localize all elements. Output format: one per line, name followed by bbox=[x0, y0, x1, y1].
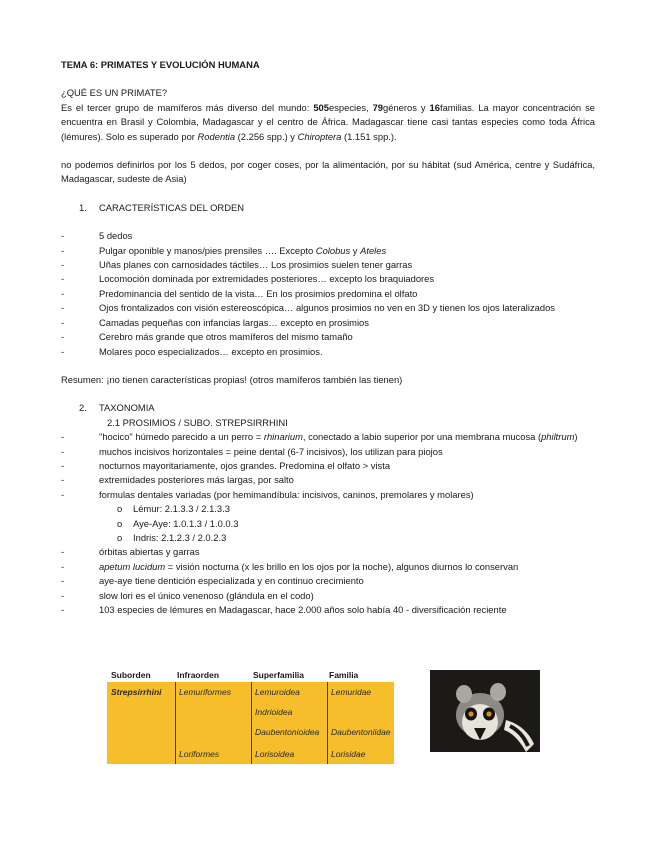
intro-paragraph: Es el tercer grupo de mamíferos más diverso del mundo: 505especies, 79géneros y 16familias. La mayor concentración se encuentra en Brasil y Colombia, Madagascar y el centro de África. Madagascar tiene casi tantas especies como toda África (lémures). Solo es superado por Rodentia (2.256 spp.) y Chiroptera (1.151 spp.). bbox=[61, 101, 596, 142]
taxonomy-table bbox=[107, 668, 394, 764]
lemur-photo bbox=[430, 670, 540, 752]
table-cell: Indrioidea bbox=[255, 707, 293, 717]
table-divider bbox=[327, 682, 328, 764]
table-cell: Strepsirrhini bbox=[111, 687, 162, 697]
list-item: - Camadas pequeñas con infancias largas… excepto en prosimios bbox=[61, 316, 369, 328]
list-item: - extremidades posteriores más largas, por salto bbox=[61, 474, 294, 486]
list-item: - Ojos frontalizados con visión estereoscópica… algunos prosimios no ven en 3D y tienen los ojos lateralizados bbox=[61, 302, 555, 314]
table-header-cell: Suborden bbox=[111, 670, 151, 680]
list-item: - 5 dedos bbox=[61, 230, 133, 242]
document-page bbox=[61, 58, 595, 617]
section-2-1-subheading: 2.1 PROSIMIOS / SUBO. STREPSIRRHINI bbox=[107, 416, 288, 428]
list-item: - Pulgar oponible y manos/pies prensiles …. Excepto Colobus y Ateles bbox=[61, 244, 387, 256]
list-item: - Cerebro más grande que otros mamíferos del mismo tamaño bbox=[61, 331, 353, 343]
list-item: - 103 especies de lémures en Madagascar, hace 2.000 años solo había 40 - diversificación reciente bbox=[61, 604, 507, 615]
list-item: - órbitas abiertas y garras bbox=[61, 546, 200, 558]
table-divider bbox=[175, 682, 176, 764]
lemur-illustration bbox=[430, 670, 540, 752]
table-cell: Daubentoniidae bbox=[331, 727, 391, 737]
table-cell: Loriformes bbox=[179, 749, 220, 759]
sub-list-item: o Lémur: 2.1.3.3 / 2.1.3.3 bbox=[117, 503, 230, 515]
table-header-cell: Superfamilia bbox=[253, 670, 305, 680]
table-header-cell: Familia bbox=[329, 670, 359, 680]
list-item: - muchos incisivos horizontales = peine dental (6-7 incisivos), los utilizan para piojos bbox=[61, 445, 443, 457]
table-header-row bbox=[107, 668, 394, 682]
list-item: - nocturnos mayoritariamente, ojos grandes. Predomina el olfato > vista bbox=[61, 459, 391, 471]
sub-list-item: o Indris: 2.1.2.3 / 2.0.2.3 bbox=[117, 531, 227, 543]
list-item: - Molares poco especializados… excepto en prosimios. bbox=[61, 345, 323, 357]
table-header-cell: Infraorden bbox=[177, 670, 220, 680]
list-item: - slow lori es el único venenoso (glándula en el codo) bbox=[61, 589, 314, 601]
definition-paragraph: no podemos definirlos por los 5 dedos, por coger coses, por la alimentación, por su hábitat (sud América, centre y Sudáfrica, Madagascar, sudeste de Asia) bbox=[61, 159, 595, 185]
list-item: - "hocico" húmedo parecido a un perro = rhinarium, conectado a labio superior por una membrana mucosa (philtrum) bbox=[61, 431, 578, 443]
list-item: - Locomoción dominada por extremidades posteriores… excepto los braquiadores bbox=[61, 273, 435, 285]
table-cell: Lorisoidea bbox=[255, 749, 295, 759]
table-cell: Lemuridae bbox=[331, 687, 372, 697]
list-item: - Uñas planes con carnosidades táctiles… Los prosimios suelen tener garras bbox=[61, 259, 413, 271]
table-cell: Lemuriformes bbox=[179, 687, 231, 697]
intro-question: ¿QUÉ ES UN PRIMATE? bbox=[61, 87, 168, 99]
list-item: - formulas dentales variadas (por hemimandíbula: incisivos, caninos, premolares y molares) bbox=[61, 488, 474, 500]
list-item: - apetum lucidum = visión nocturna (x les brillo en los ojos por la noche), algunos diurnos lo conservan bbox=[61, 560, 519, 572]
table-cell: Lorisidae bbox=[331, 749, 366, 759]
section-2-heading: 2. TAXONOMIA bbox=[79, 402, 155, 414]
summary-text: Resumen: ¡no tienen características propias! (otros mamíferos también las tienen) bbox=[61, 373, 403, 385]
document-title: TEMA 6: PRIMATES Y EVOLUCIÓN HUMANA bbox=[61, 59, 260, 70]
table-body bbox=[107, 682, 394, 764]
list-item: - aye-aye tiene dentición especializada y en continuo crecimiento bbox=[61, 575, 364, 587]
section-1-heading: 1. CARACTERÍSTICAS DEL ORDEN bbox=[79, 201, 244, 213]
table-cell: Lemuroidea bbox=[255, 687, 300, 697]
list-item: - Predominancia del sentido de la vista… En los prosimios predomina el olfato bbox=[61, 287, 418, 299]
table-divider bbox=[251, 682, 252, 764]
table-cell: Daubentonioidea bbox=[255, 727, 320, 737]
sub-list-item: o Aye-Aye: 1.0.1.3 / 1.0.0.3 bbox=[117, 517, 239, 529]
